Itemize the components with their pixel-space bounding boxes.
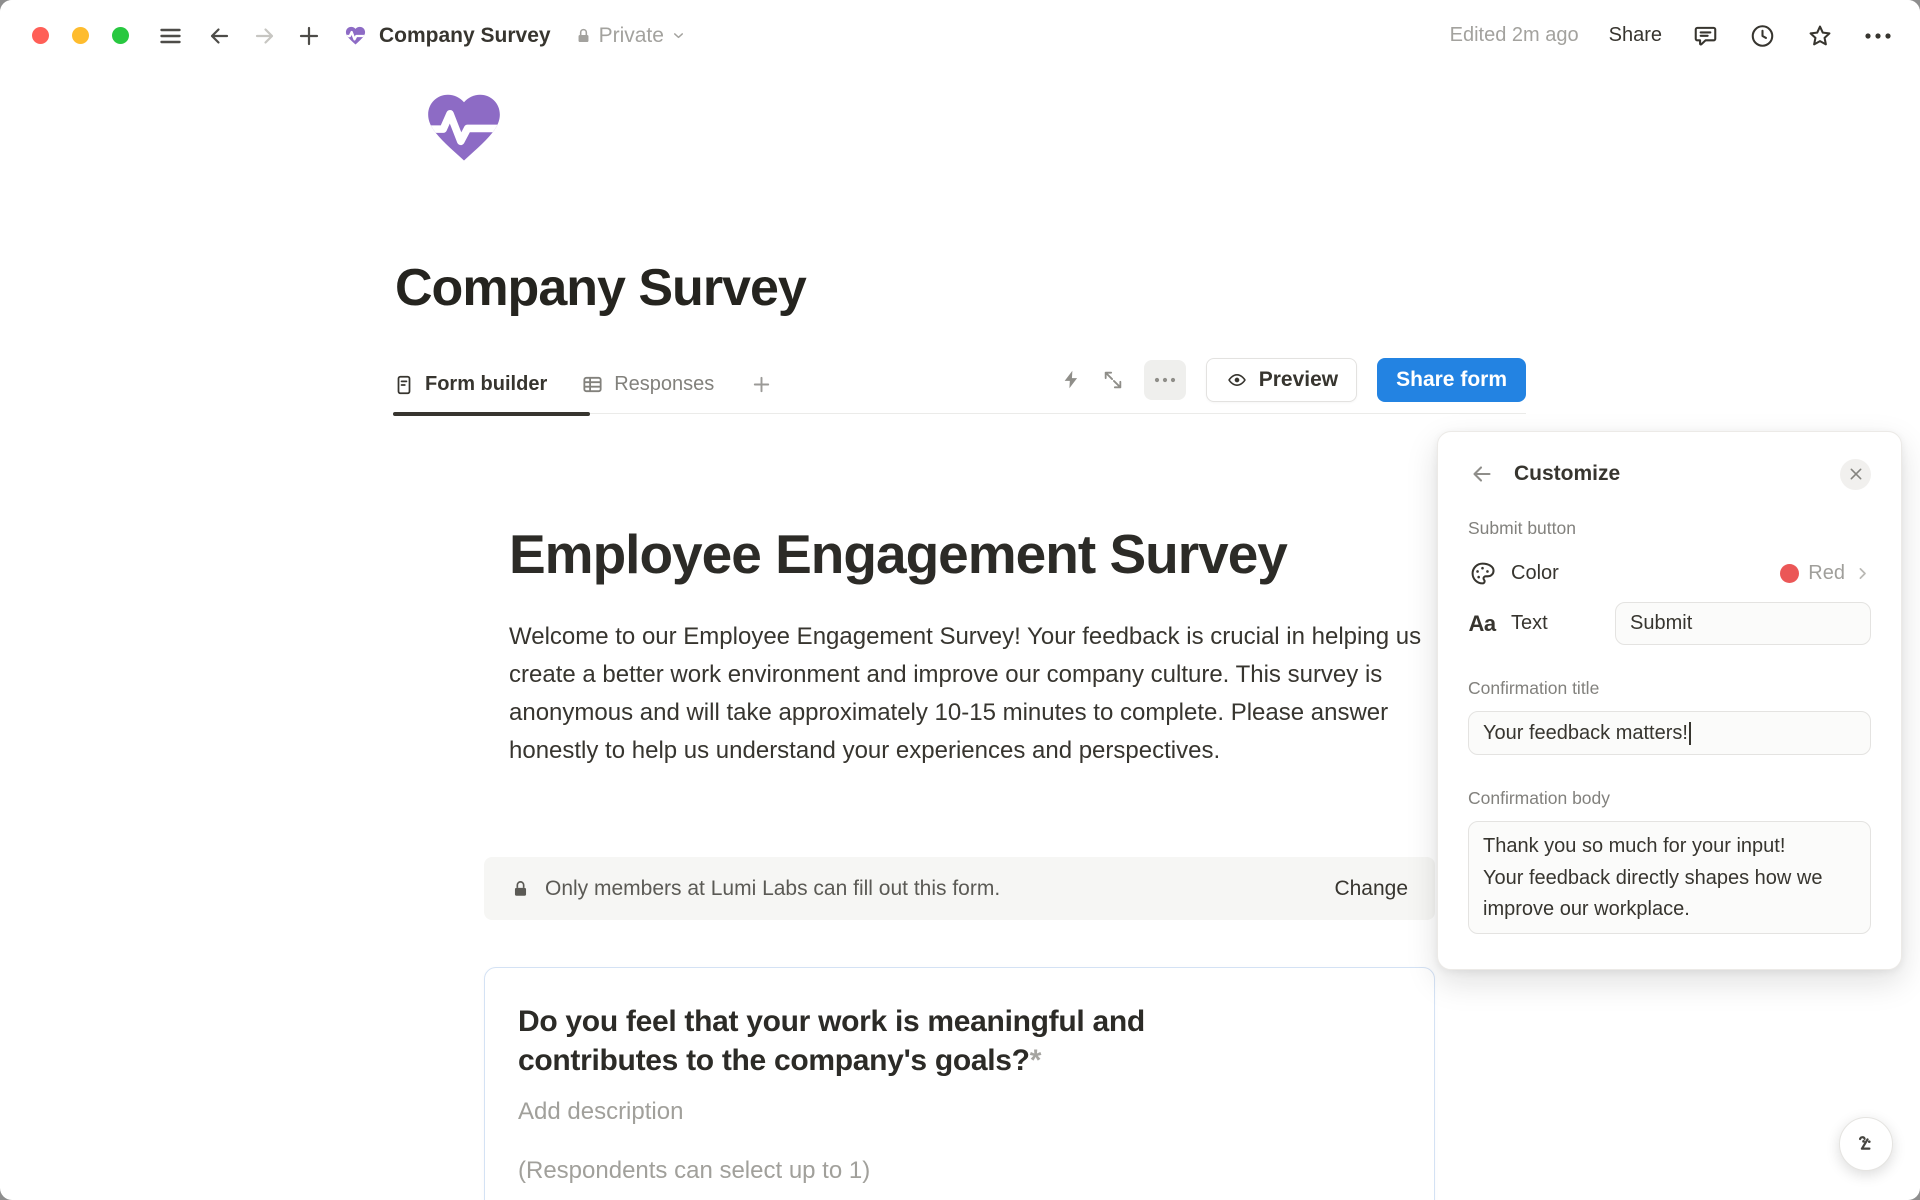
zoom-window-button[interactable] (112, 27, 129, 44)
question-selection-hint: (Respondents can select up to 1) (518, 1157, 871, 1184)
forward-icon[interactable] (252, 24, 278, 48)
share-form-button-label: Share form (1396, 367, 1507, 391)
window-doc-title: Company Survey (379, 23, 551, 47)
customize-panel-header (1468, 457, 1871, 491)
privacy-label: Private (598, 23, 664, 47)
question-description-placeholder[interactable]: Add description (518, 1098, 684, 1125)
more-options-icon[interactable] (1864, 31, 1892, 41)
color-swatch-red (1780, 564, 1799, 583)
customize-panel-title: Customize (1514, 462, 1621, 485)
comments-icon[interactable] (1692, 23, 1719, 49)
confirmation-body-input[interactable]: Thank you so much for your input! Your feedback directly shapes how we improve our workplace. (1468, 821, 1871, 934)
page-title[interactable]: Company Survey (395, 259, 806, 317)
traffic-lights (32, 27, 129, 44)
share-form-button[interactable] (1377, 358, 1526, 402)
expand-icon[interactable] (1102, 369, 1124, 391)
new-tab-icon[interactable] (297, 24, 321, 48)
eye-icon (1225, 370, 1249, 390)
favorite-star-icon[interactable] (1806, 23, 1834, 49)
confirmation-title-value: Your feedback matters! (1483, 721, 1688, 744)
view-tabbar (393, 356, 1526, 414)
lock-icon (511, 879, 530, 899)
automations-lightning-icon[interactable] (1061, 368, 1082, 391)
question-title[interactable] (518, 1002, 1263, 1080)
form-intro-text[interactable]: Welcome to our Employee Engagement Survey! Your feedback is crucial in helping us create a better work environment and improve our company culture. This survey is anonymous and will take approximately 10-15 minutes to complete. Please answer honestly to help us understand your experiences and perspectives. (509, 623, 1422, 764)
privacy-dropdown[interactable] (575, 24, 686, 48)
access-notice-bar (484, 857, 1435, 920)
text-icon: Aa (1468, 610, 1496, 636)
submit-text-input[interactable] (1615, 602, 1871, 645)
form-heading[interactable]: Employee Engagement Survey (509, 523, 1287, 585)
text-cursor (1689, 722, 1691, 745)
submit-text-value: Submit (1630, 612, 1693, 634)
tab-responses-label: Responses (614, 373, 715, 395)
tab-responses[interactable] (581, 373, 714, 396)
question-card (484, 967, 1435, 1200)
minimize-window-button[interactable] (72, 27, 89, 44)
customize-panel (1437, 431, 1902, 970)
panel-back-icon[interactable] (1468, 462, 1495, 486)
required-asterisk: * (1029, 1044, 1042, 1077)
edited-timestamp: Edited 2m ago (1449, 24, 1579, 46)
ai-face-icon (1852, 1130, 1880, 1158)
access-notice-change-button[interactable]: Change (1334, 876, 1408, 900)
history-icon[interactable] (1749, 23, 1776, 49)
confirmation-title-input[interactable] (1468, 711, 1871, 755)
form-more-button[interactable] (1144, 360, 1186, 400)
share-button[interactable]: Share (1608, 24, 1662, 46)
panel-close-button[interactable] (1840, 459, 1871, 490)
form-builder-icon (393, 373, 415, 397)
preview-button[interactable] (1206, 358, 1357, 402)
responses-table-icon (581, 373, 604, 396)
chevron-right-icon (1854, 565, 1871, 582)
access-notice-text: Only members at Lumi Labs can fill out this form. (545, 876, 1001, 900)
add-view-icon[interactable] (750, 373, 773, 396)
chevron-down-icon (671, 28, 686, 43)
color-row-label: Color (1511, 561, 1559, 584)
palette-icon (1468, 560, 1496, 587)
back-icon[interactable] (206, 24, 232, 48)
confirmation-body-label: Confirmation body (1468, 788, 1611, 808)
page-heart-icon[interactable] (421, 84, 507, 170)
lock-icon (575, 27, 592, 45)
sidebar-menu-icon[interactable] (156, 24, 185, 48)
tab-form-builder[interactable] (393, 373, 547, 397)
tab-form-builder-label: Form builder (425, 373, 548, 395)
titlebar (0, 0, 1920, 71)
close-window-button[interactable] (32, 27, 49, 44)
color-value: Red (1808, 561, 1845, 584)
confirmation-title-label: Confirmation title (1468, 678, 1600, 698)
preview-button-label: Preview (1258, 367, 1339, 391)
text-row-label: Text (1511, 612, 1548, 634)
color-row[interactable] (1468, 555, 1871, 591)
notion-ai-button[interactable] (1839, 1117, 1893, 1171)
submit-button-section-label: Submit button (1468, 518, 1576, 538)
active-tab-underline (393, 412, 590, 416)
question-title-text: Do you feel that your work is meaningful and contributes to the company's goals? (518, 1005, 1145, 1077)
page-heart-icon-small (344, 24, 367, 47)
close-icon (1848, 466, 1864, 482)
text-row (1468, 602, 1871, 645)
